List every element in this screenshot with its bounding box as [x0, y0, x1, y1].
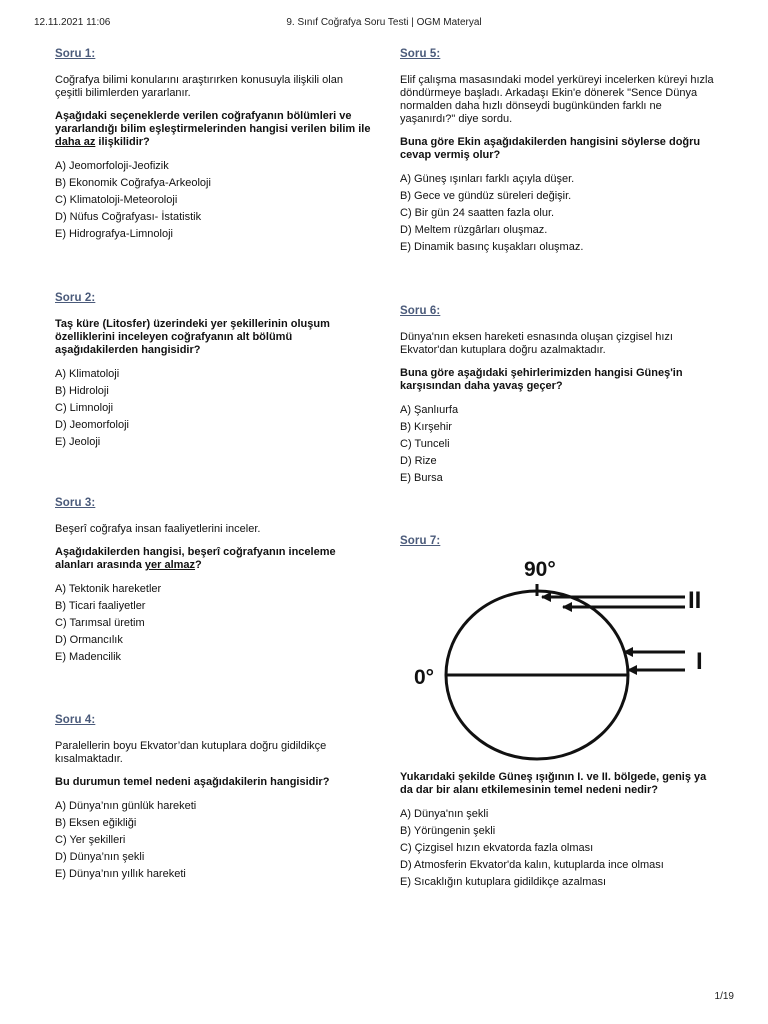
label-ray-i: I [696, 648, 703, 675]
question-text: Paralellerin boyu Ekvator’dan kutuplara doğru gidildikçe kısalmaktadır. [55, 740, 327, 765]
option-a[interactable]: A) Klimatoloji [55, 368, 120, 380]
globe-diagram [400, 556, 718, 766]
option-c[interactable]: C) Tarımsal üretim [55, 617, 145, 629]
question-title: Soru 3: [55, 497, 96, 509]
print-header [0, 0, 768, 34]
question-prompt: Aşağıdakilerden hangisi, beşerî coğrafyanın inceleme alanları arasında yer almaz? [55, 546, 336, 571]
option-c[interactable]: C) Limnoloji [55, 402, 114, 414]
option-e[interactable]: E) Jeoloji [55, 436, 101, 448]
option-e[interactable]: E) Dinamik basınç kuşakları oluşmaz. [400, 241, 584, 253]
option-a[interactable]: A) Tektonik hareketler [55, 583, 162, 595]
question-title: Soru 7: [400, 535, 441, 547]
option-d[interactable]: D) Dünya’nın şekli [55, 851, 145, 863]
question-prompt: Taş küre (Litosfer) üzerindeki yer şekillerinin oluşum özelliklerini inceleyen coğrafyanın alt bölümü aşağıdakilerden hangisidir? [55, 318, 330, 356]
label-ray-ii: II [688, 587, 702, 614]
option-e[interactable]: E) Madencilik [55, 651, 122, 663]
option-a[interactable]: A) Dünya’nın günlük hareketi [55, 800, 197, 812]
option-d[interactable]: D) Meltem rüzgârları oluşmaz. [400, 224, 548, 236]
question-3 [55, 497, 373, 668]
option-a[interactable]: A) Şanlıurfa [400, 404, 459, 416]
label-0-degrees: 0° [414, 666, 435, 689]
question-title: Soru 1: [55, 48, 96, 60]
option-d[interactable]: D) Atmosferin Ekvator'da kalın, kutuplarda ince olması [400, 859, 664, 871]
option-d[interactable]: D) Jeomorfoloji [55, 419, 129, 431]
page-number: 1/19 [714, 991, 734, 1002]
question-prompt: Bu durumun temel nedeni aşağıdakilerin hangisidir? [55, 776, 330, 788]
emphasis-underline: yer almaz [144, 559, 196, 571]
option-a[interactable]: A) Güneş ışınları farklı açıyla düşer. [400, 173, 575, 185]
question-prompt: Buna göre Ekin aşağıdakilerden hangisini söylerse doğru cevap vermiş olur? [400, 136, 701, 161]
option-d[interactable]: D) Rize [400, 455, 437, 467]
question-text: Dünya'nın eksen hareketi esnasında oluşan çizgisel hızı Ekvator'dan kutuplara doğru azalmaktadır. [400, 331, 673, 356]
question-1 [55, 48, 373, 245]
question-text: Elif çalışma masasındaki model yerküreyi incelerken küreyi hızla döndürmeye başladı. Arkadaşı Ekin'e dönerek "Sence Dünya normalden daha hızlı dönseydi bugünkünden farklı ne yaşanırdı?" diye sordu. [400, 74, 714, 125]
question-title: Soru 4: [55, 714, 96, 726]
question-2 [55, 292, 373, 453]
question-prompt: Aşağıdaki seçeneklerde verilen coğrafyanın bölümleri ve yararlandığı bilim eşleştirmelerinden hangisi verilen bilim ile daha az ilişkilidir? [55, 110, 371, 148]
print-datetime: 12.11.2021 11:06 [34, 17, 111, 28]
option-b[interactable]: B) Ekonomik Coğrafya-Arkeoloji [55, 177, 211, 189]
document-title: 9. Sınıf Coğrafya Soru Testi | OGM Materyal [286, 17, 482, 28]
option-d[interactable]: D) Ormancılık [55, 634, 123, 646]
option-c[interactable]: C) Tunceli [400, 438, 450, 450]
option-d[interactable]: D) Nüfus Coğrafyası- İstatistik [55, 211, 202, 223]
option-e[interactable]: E) Sıcaklığın kutuplara gidildikçe azalması [400, 876, 607, 888]
option-e[interactable]: E) Dünya’nın yıllık hareketi [55, 868, 186, 880]
option-b[interactable]: B) Yörüngenin şekli [400, 825, 496, 837]
option-c[interactable]: C) Klimatoloji-Meteoroloji [55, 194, 178, 206]
question-prompt: Buna göre aşağıdaki şehirlerimizden hangisi Güneş'in karşısından daha yavaş geçer? [400, 367, 683, 392]
option-a[interactable]: A) Jeomorfoloji-Jeofizik [55, 160, 169, 172]
question-prompt: Yukarıdaki şekilde Güneş ışığının I. ve II. bölgede, geniş ya da dar bir alanı etkilemesinin temel nedeni nedir? [400, 771, 707, 796]
question-text: Beşerî coğrafya insan faaliyetlerini inceler. [55, 523, 261, 535]
option-b[interactable]: B) Eksen eğikliği [55, 817, 137, 829]
question-6 [400, 305, 718, 489]
option-e[interactable]: E) Hidrografya-Limnoloji [55, 228, 173, 240]
question-4 [55, 714, 373, 885]
option-b[interactable]: B) Hidroloji [55, 385, 109, 397]
option-c[interactable]: C) Çizgisel hızın ekvatorda fazla olması [400, 842, 594, 854]
option-a[interactable]: A) Dünya'nın şekli [400, 808, 489, 820]
option-e[interactable]: E) Bursa [400, 472, 443, 484]
option-b[interactable]: B) Ticari faaliyetler [55, 600, 146, 612]
option-b[interactable]: B) Gece ve gündüz süreleri değişir. [400, 190, 572, 202]
question-7-body [400, 771, 718, 893]
label-90-degrees: 90° [524, 558, 556, 581]
question-text: Coğrafya bilimi konularını araştırırken konusuyla ilişkili olan çeşitli bilimlerden yararlanır. [55, 74, 343, 99]
emphasis-underline: daha az [55, 136, 96, 148]
option-c[interactable]: C) Yer şekilleri [55, 834, 126, 846]
option-b[interactable]: B) Kırşehir [400, 421, 452, 433]
sun-rays-globe-figure [400, 556, 718, 771]
question-title: Soru 6: [400, 305, 441, 317]
option-c[interactable]: C) Bir gün 24 saatten fazla olur. [400, 207, 555, 219]
question-title: Soru 2: [55, 292, 96, 304]
question-5 [400, 48, 718, 258]
question-title: Soru 5: [400, 48, 441, 60]
